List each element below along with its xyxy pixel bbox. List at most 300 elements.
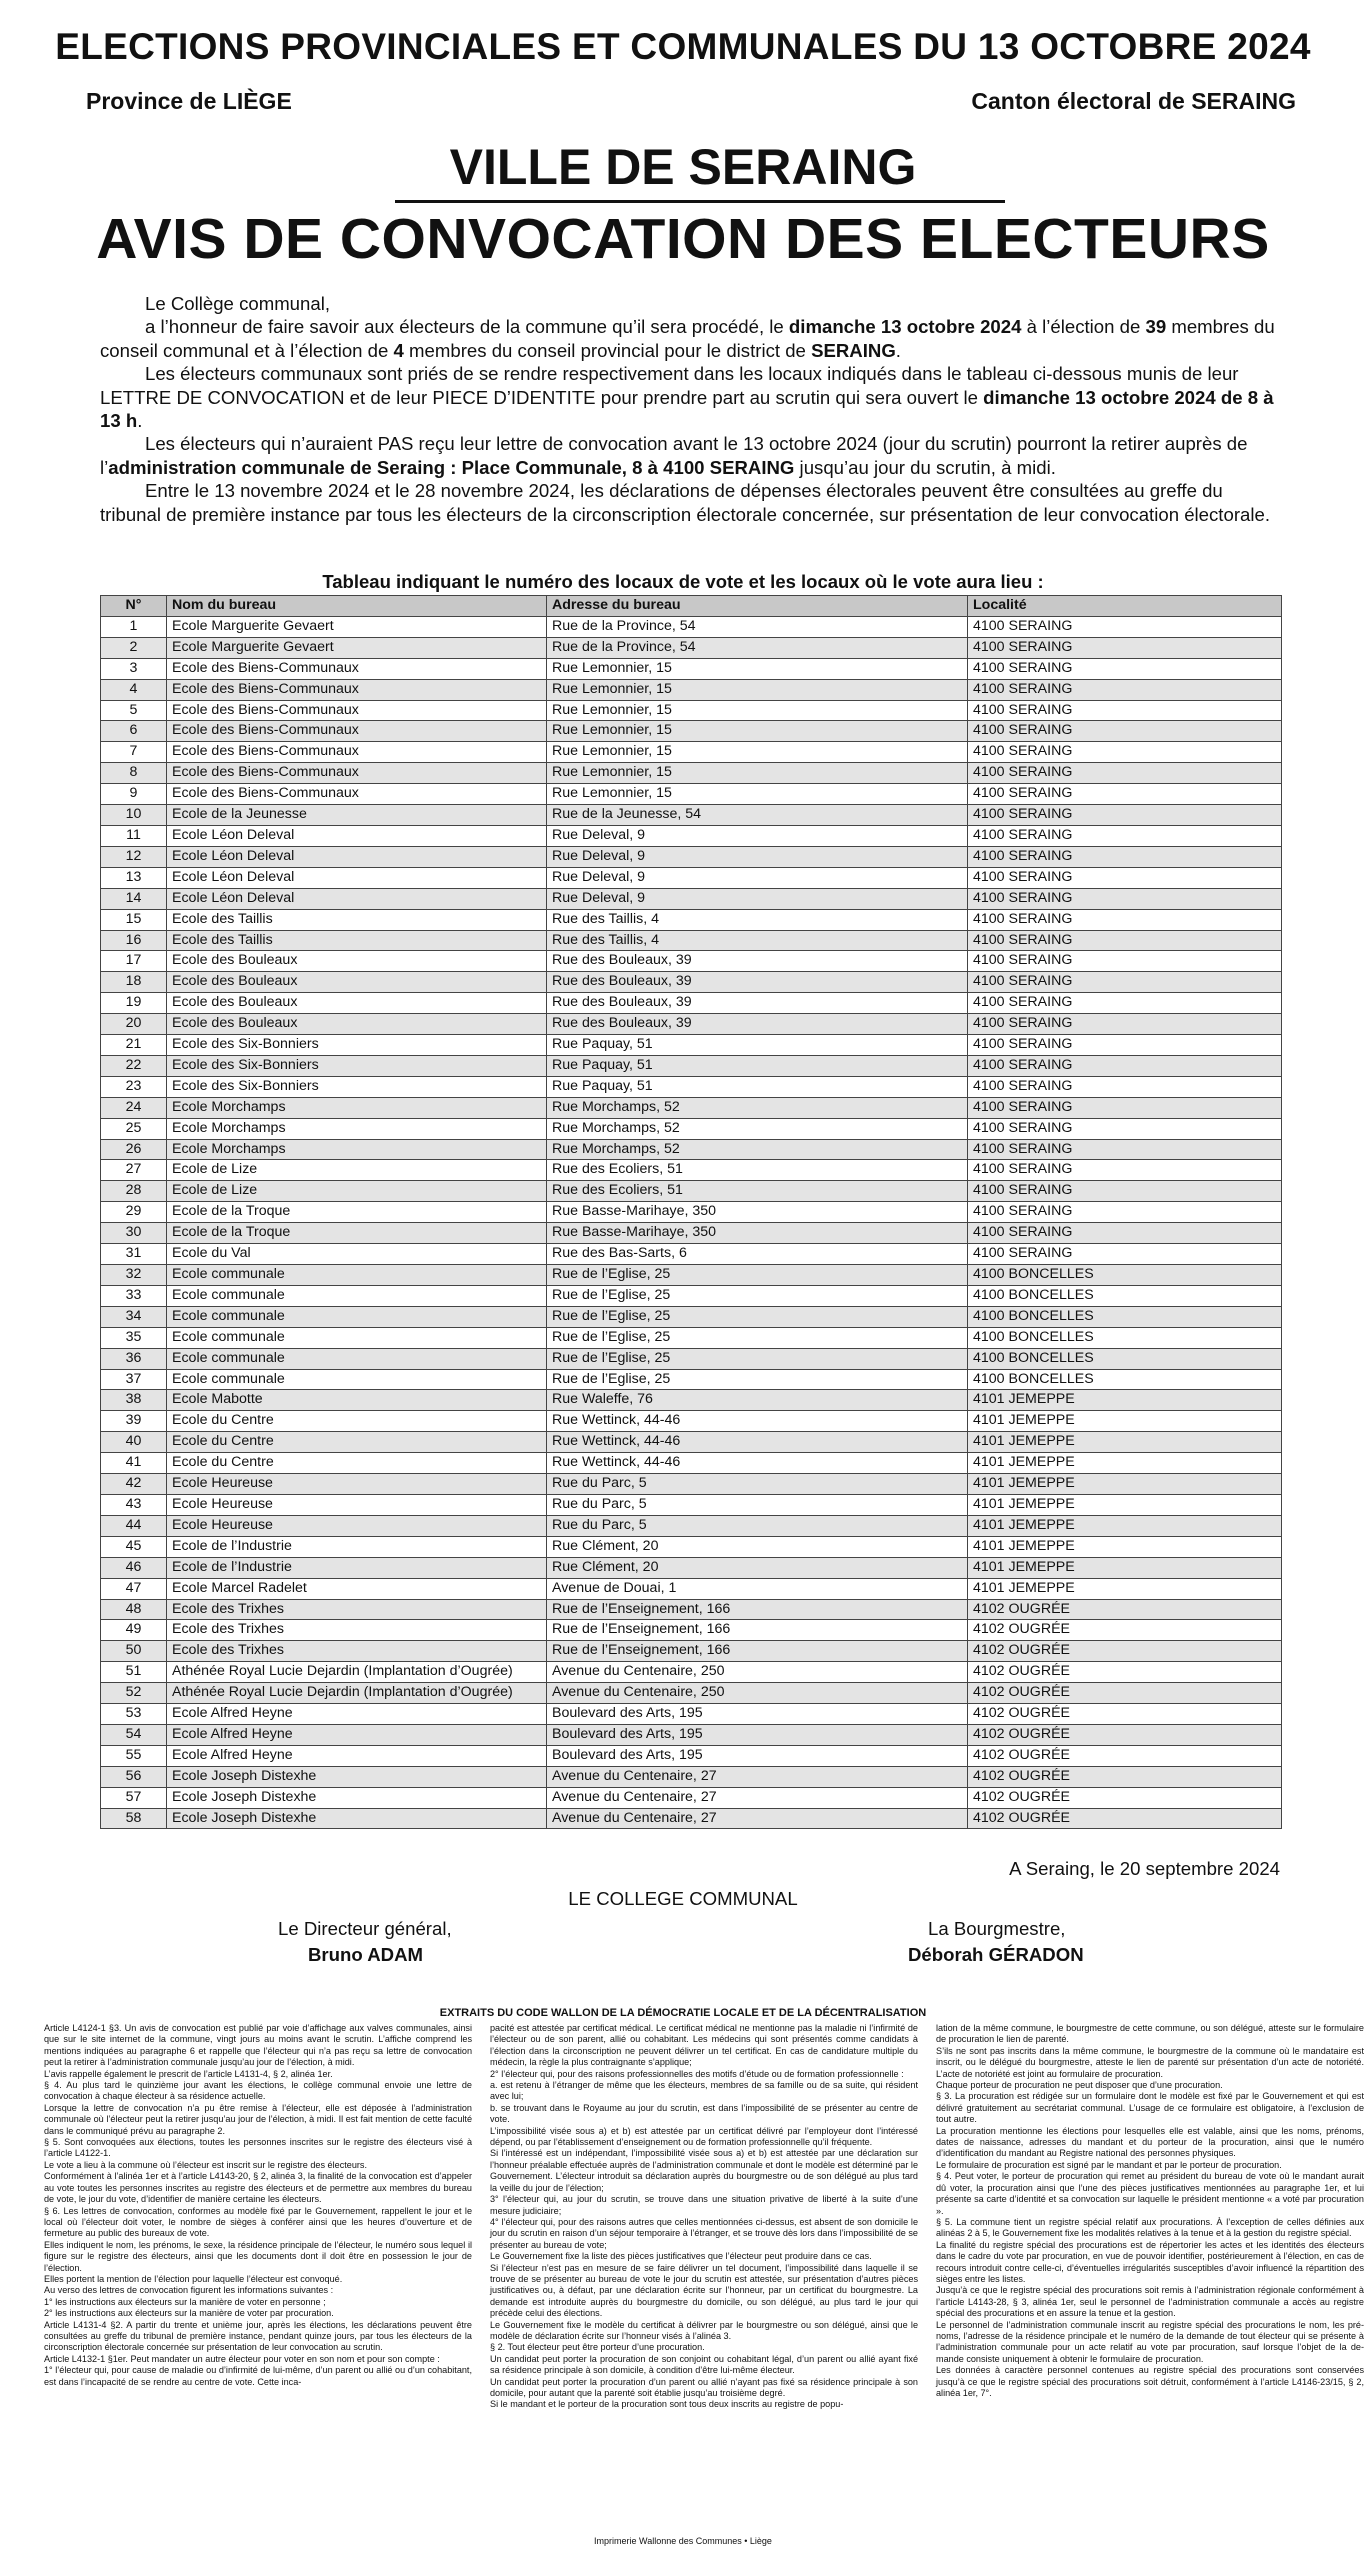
intro-salutation: Le Collège communal, bbox=[145, 293, 331, 314]
row-number: 6 bbox=[101, 721, 167, 742]
row-locality: 4100 SERAING bbox=[968, 742, 1282, 763]
row-number: 22 bbox=[101, 1055, 167, 1076]
table-row bbox=[101, 616, 1282, 637]
row-locality: 4101 JEMEPPE bbox=[968, 1453, 1282, 1474]
row-office-name: Ecole des Six-Bonniers bbox=[167, 1076, 547, 1097]
row-number: 4 bbox=[101, 679, 167, 700]
table-row bbox=[101, 742, 1282, 763]
table-row bbox=[101, 1097, 1282, 1118]
extract-paragraph: Chaque porteur de procuration ne peut disposer que d’une procuration. bbox=[936, 2080, 1223, 2091]
row-number: 17 bbox=[101, 951, 167, 972]
row-address: Rue des Bouleaux, 39 bbox=[547, 951, 968, 972]
table-row bbox=[101, 658, 1282, 679]
extract-paragraph: Article L4131-4 §2. A partir du trente et unième jour, après les élections, les déclarations peuvent être consultées au greffe du tribunal de première instance, pendant quinze jours, par tous les électeurs de la circonscription électorale concernée sur présentation de leur convocation au scrutin. bbox=[44, 2319, 472, 2353]
row-address: Rue de l’Enseignement, 166 bbox=[547, 1641, 968, 1662]
row-office-name: Ecole Léon Deleval bbox=[167, 867, 547, 888]
row-number: 52 bbox=[101, 1683, 167, 1704]
table-row bbox=[101, 1118, 1282, 1139]
table-row bbox=[101, 1223, 1282, 1244]
row-locality: 4101 JEMEPPE bbox=[968, 1432, 1282, 1453]
table-row bbox=[101, 1662, 1282, 1683]
row-locality: 4100 BONCELLES bbox=[968, 1285, 1282, 1306]
row-office-name: Ecole communale bbox=[167, 1306, 547, 1327]
row-number: 33 bbox=[101, 1285, 167, 1306]
table-row bbox=[101, 1641, 1282, 1662]
table-row bbox=[101, 1515, 1282, 1536]
row-office-name: Ecole Léon Deleval bbox=[167, 888, 547, 909]
row-number: 40 bbox=[101, 1432, 167, 1453]
row-locality: 4100 SERAING bbox=[968, 658, 1282, 679]
election-title: ELECTIONS PROVINCIALES ET COMMUNALES DU 13 OCTOBRE 2024 bbox=[55, 26, 1311, 67]
row-office-name: Ecole du Centre bbox=[167, 1411, 547, 1432]
row-office-name: Ecole Heureuse bbox=[167, 1494, 547, 1515]
row-locality: 4101 JEMEPPE bbox=[968, 1536, 1282, 1557]
row-office-name: Ecole Joseph Distexhe bbox=[167, 1766, 547, 1787]
row-number: 47 bbox=[101, 1578, 167, 1599]
table-row bbox=[101, 1599, 1282, 1620]
table-row bbox=[101, 1766, 1282, 1787]
intro-paragraph-2: Les électeurs communaux sont priés de se rendre respectivement dans les locaux indiqués dans le tableau ci-dessous munis de leur LETTRE DE CONVOCATION et de leur PIECE D’IDENTITE pour prendre part au scrutin qui sera ouvert le dimanche 13 octobre 2024 de 8 à 13 h. bbox=[100, 363, 1274, 432]
row-office-name: Ecole de la Jeunesse bbox=[167, 805, 547, 826]
extract-paragraph: Si l’intéressé est un indépendant, l’impossibilité visée sous a) et b) est attestée par une déclaration sur l’honneur préalable effectuée auprès de l’administration communale et dont le modèle est déterminé par le Gouvernement. L’électeur introduit sa déclaration auprès du bourgmestre ou de son délégué au plus tard la veille du jour de l’élection; bbox=[490, 2148, 919, 2193]
row-office-name: Ecole des Biens-Communaux bbox=[167, 742, 547, 763]
row-office-name: Ecole du Val bbox=[167, 1244, 547, 1265]
row-number: 44 bbox=[101, 1515, 167, 1536]
row-number: 38 bbox=[101, 1390, 167, 1411]
row-address: Rue Clément, 20 bbox=[547, 1557, 968, 1578]
row-office-name: Ecole Marguerite Gevaert bbox=[167, 616, 547, 637]
row-number: 18 bbox=[101, 972, 167, 993]
row-address: Rue de la Province, 54 bbox=[547, 637, 968, 658]
row-number: 57 bbox=[101, 1787, 167, 1808]
row-number: 41 bbox=[101, 1453, 167, 1474]
extract-paragraph: Le Gouvernement fixe la liste des pièces justificatives que l’électeur peut produire dans ce cas. bbox=[490, 2251, 872, 2262]
row-address: Avenue du Centenaire, 27 bbox=[547, 1787, 968, 1808]
row-locality: 4100 SERAING bbox=[968, 637, 1282, 658]
row-address: Rue Paquay, 51 bbox=[547, 1035, 968, 1056]
table-row bbox=[101, 951, 1282, 972]
table-row bbox=[101, 1578, 1282, 1599]
column-header-address: Adresse du bureau bbox=[547, 596, 968, 617]
table-row bbox=[101, 1160, 1282, 1181]
row-number: 39 bbox=[101, 1411, 167, 1432]
row-address: Rue Clément, 20 bbox=[547, 1536, 968, 1557]
row-address: Rue des Taillis, 4 bbox=[547, 930, 968, 951]
row-locality: 4100 BONCELLES bbox=[968, 1327, 1282, 1348]
row-number: 16 bbox=[101, 930, 167, 951]
row-number: 8 bbox=[101, 763, 167, 784]
extract-paragraph: 1° les instructions aux électeurs sur la manière de voter en personne ; bbox=[44, 2296, 326, 2307]
row-number: 49 bbox=[101, 1620, 167, 1641]
table-row bbox=[101, 784, 1282, 805]
row-number: 21 bbox=[101, 1035, 167, 1056]
row-office-name: Ecole du Centre bbox=[167, 1432, 547, 1453]
row-locality: 4100 SERAING bbox=[968, 700, 1282, 721]
row-office-name: Ecole des Biens-Communaux bbox=[167, 784, 547, 805]
row-office-name: Athénée Royal Lucie Dejardin (Implantation d’Ougrée) bbox=[167, 1683, 547, 1704]
table-row bbox=[101, 1265, 1282, 1286]
row-address: Rue Lemonnier, 15 bbox=[547, 763, 968, 784]
intro-paragraph-1: a l’honneur de faire savoir aux électeurs de la commune qu’il sera procédé, le dimanche 13 octobre 2024 à l’élection de 39 membres du conseil communal et à l’élection de 4 membres du conseil provincial pour le district de SERAING. bbox=[100, 316, 1275, 361]
table-row bbox=[101, 1808, 1282, 1829]
row-address: Rue de l’Eglise, 25 bbox=[547, 1348, 968, 1369]
row-address: Rue des Ecoliers, 51 bbox=[547, 1160, 968, 1181]
column-header-number: N° bbox=[101, 596, 167, 617]
row-locality: 4100 SERAING bbox=[968, 1223, 1282, 1244]
canton-label: Canton électoral de SERAING bbox=[971, 88, 1296, 114]
row-office-name: Ecole des Biens-Communaux bbox=[167, 763, 547, 784]
row-locality: 4100 SERAING bbox=[968, 1244, 1282, 1265]
row-address: Rue Paquay, 51 bbox=[547, 1076, 968, 1097]
extract-paragraph: § 3. La procuration est rédigée sur un formulaire dont le modèle est fixé par le Gouvernement et qui est délivré gratuitement au secrétariat communal. L’usage de ce formulaire est obligatoire, à l’exclusion de tout autre. bbox=[936, 2091, 1364, 2125]
row-address: Rue des Taillis, 4 bbox=[547, 909, 968, 930]
row-locality: 4100 SERAING bbox=[968, 1139, 1282, 1160]
row-address: Rue Deleval, 9 bbox=[547, 825, 968, 846]
row-number: 29 bbox=[101, 1202, 167, 1223]
table-row bbox=[101, 1035, 1282, 1056]
mayor-title: La Bourgmestre, bbox=[928, 1918, 1066, 1939]
row-office-name: Ecole Morchamps bbox=[167, 1139, 547, 1160]
extract-paragraph: a. est retenu à l’étranger de même que les électeurs, membres de sa famille ou de sa suite, qui résident avec lui; bbox=[490, 2080, 918, 2102]
row-locality: 4101 JEMEPPE bbox=[968, 1557, 1282, 1578]
row-locality: 4100 SERAING bbox=[968, 1118, 1282, 1139]
row-address: Avenue du Centenaire, 27 bbox=[547, 1766, 968, 1787]
table-row bbox=[101, 1327, 1282, 1348]
table-row bbox=[101, 930, 1282, 951]
table-row bbox=[101, 1474, 1282, 1495]
row-locality: 4100 SERAING bbox=[968, 1035, 1282, 1056]
row-locality: 4102 OUGRÉE bbox=[968, 1787, 1282, 1808]
row-locality: 4100 SERAING bbox=[968, 846, 1282, 867]
row-number: 48 bbox=[101, 1599, 167, 1620]
table-row bbox=[101, 1536, 1282, 1557]
row-locality: 4102 OUGRÉE bbox=[968, 1662, 1282, 1683]
row-office-name: Ecole des Six-Bonniers bbox=[167, 1055, 547, 1076]
row-locality: 4100 SERAING bbox=[968, 993, 1282, 1014]
row-office-name: Ecole Morchamps bbox=[167, 1097, 547, 1118]
row-locality: 4102 OUGRÉE bbox=[968, 1745, 1282, 1766]
row-address: Rue Basse-Marihaye, 350 bbox=[547, 1223, 968, 1244]
table-row bbox=[101, 763, 1282, 784]
row-office-name: Ecole Heureuse bbox=[167, 1515, 547, 1536]
row-office-name: Ecole communale bbox=[167, 1327, 547, 1348]
row-locality: 4100 SERAING bbox=[968, 930, 1282, 951]
row-office-name: Ecole communale bbox=[167, 1265, 547, 1286]
row-locality: 4100 SERAING bbox=[968, 1076, 1282, 1097]
row-locality: 4101 JEMEPPE bbox=[968, 1411, 1282, 1432]
extract-paragraph: Conformément à l’alinéa 1er et à l’article L4143-20, § 2, alinéa 3, la finalité de la convocation est d’appeler au vote toutes les personnes inscrites au registre des électeurs et de permettre aux membres du bureau de vote, le jour du vote, d’identifier de manière certaine les électeurs. bbox=[44, 2171, 472, 2205]
row-office-name: Ecole Marguerite Gevaert bbox=[167, 637, 547, 658]
extract-paragraph: § 5. Sont convoquées aux élections, toutes les personnes inscrites sur le registre des électeurs visé à l’article L4122-1. bbox=[44, 2137, 472, 2159]
table-row bbox=[101, 993, 1282, 1014]
row-address: Rue des Bouleaux, 39 bbox=[547, 1014, 968, 1035]
college-label: LE COLLEGE COMMUNAL bbox=[568, 1888, 798, 1909]
row-office-name: Ecole communale bbox=[167, 1369, 547, 1390]
row-locality: 4102 OUGRÉE bbox=[968, 1704, 1282, 1725]
table-row bbox=[101, 846, 1282, 867]
row-number: 2 bbox=[101, 637, 167, 658]
row-locality: 4102 OUGRÉE bbox=[968, 1599, 1282, 1620]
row-locality: 4100 SERAING bbox=[968, 1160, 1282, 1181]
row-locality: 4100 BONCELLES bbox=[968, 1369, 1282, 1390]
table-row bbox=[101, 679, 1282, 700]
extracts-column-3 bbox=[936, 2023, 1364, 2399]
row-number: 32 bbox=[101, 1265, 167, 1286]
extract-paragraph: La procuration mentionne les élections pour lesquelles elle est valable, ainsi que les noms, prénoms, dates de naissance, adresses du mandant et du porteur de la procuration, ainsi que le numéro d’identification du mandant au Registre national des personnes physiques. bbox=[936, 2125, 1364, 2159]
table-row bbox=[101, 888, 1282, 909]
row-locality: 4100 SERAING bbox=[968, 679, 1282, 700]
extract-paragraph: Le Gouvernement fixe le modèle du certificat à délivrer par le bourgmestre ou son délégué, ainsi que le modèle de déclaration écrite sur l’honneur visés à l’alinéa 3. bbox=[490, 2319, 918, 2341]
row-locality: 4102 OUGRÉE bbox=[968, 1620, 1282, 1641]
row-number: 30 bbox=[101, 1223, 167, 1244]
row-number: 27 bbox=[101, 1160, 167, 1181]
row-address: Rue Morchamps, 52 bbox=[547, 1097, 968, 1118]
row-locality: 4102 OUGRÉE bbox=[968, 1724, 1282, 1745]
table-caption: Tableau indiquant le numéro des locaux de vote et les locaux où le vote aura lieu : bbox=[322, 571, 1044, 592]
row-locality: 4101 JEMEPPE bbox=[968, 1578, 1282, 1599]
row-address: Rue de l’Enseignement, 166 bbox=[547, 1599, 968, 1620]
table-row bbox=[101, 637, 1282, 658]
row-office-name: Ecole des Trixhes bbox=[167, 1641, 547, 1662]
extract-paragraph: Elles indiquent le nom, les prénoms, le sexe, la résidence principale de l’électeur, le numéro sous lequel il figure sur le registre des électeurs, ainsi que les documents dont il doit être en possession le jour de l’élection. bbox=[44, 2239, 472, 2273]
row-locality: 4101 JEMEPPE bbox=[968, 1494, 1282, 1515]
row-office-name: Ecole Alfred Heyne bbox=[167, 1704, 547, 1725]
row-office-name: Ecole de l’Industrie bbox=[167, 1557, 547, 1578]
row-office-name: Ecole du Centre bbox=[167, 1453, 547, 1474]
printer-footer: Imprimerie Wallonne des Communes • Liège bbox=[594, 2536, 772, 2546]
row-address: Rue de l’Eglise, 25 bbox=[547, 1327, 968, 1348]
row-address: Avenue de Douai, 1 bbox=[547, 1578, 968, 1599]
row-number: 23 bbox=[101, 1076, 167, 1097]
row-address: Boulevard des Arts, 195 bbox=[547, 1724, 968, 1745]
extract-paragraph: § 2. Tout électeur peut être porteur d’une procuration. bbox=[490, 2342, 705, 2353]
row-locality: 4100 SERAING bbox=[968, 1181, 1282, 1202]
table-row bbox=[101, 700, 1282, 721]
extract-paragraph: 1° l’électeur qui, pour cause de maladie ou d’infirmité de lui-même, d’un parent ou allié ou d’un cohabitant, est dans l’incapacité de se rendre au centre de vote. Cette inca- bbox=[44, 2365, 472, 2387]
table-row bbox=[101, 1348, 1282, 1369]
extract-paragraph: Jusqu’à ce que le registre spécial des procurations soit remis à l’administration régionale conformément à l’article L4143-28, § 3, alinéa 1er, seul le personnel de l’administration communale a accès au registre spécial des procurations et en assure la tenue et la gestion. bbox=[936, 2285, 1364, 2319]
row-address: Boulevard des Arts, 195 bbox=[547, 1745, 968, 1766]
extract-paragraph: 3° l’électeur qui, au jour du scrutin, se trouve dans une situation privative de liberté à la suite d’une mesure judiciaire; bbox=[490, 2194, 918, 2216]
column-header-name: Nom du bureau bbox=[167, 596, 547, 617]
extract-paragraph: Au verso des lettres de convocation figurent les informations suivantes : bbox=[44, 2285, 334, 2296]
row-office-name: Ecole des Bouleaux bbox=[167, 972, 547, 993]
row-office-name: Ecole Alfred Heyne bbox=[167, 1724, 547, 1745]
row-locality: 4100 SERAING bbox=[968, 825, 1282, 846]
row-locality: 4101 JEMEPPE bbox=[968, 1515, 1282, 1536]
extract-paragraph: Le vote a lieu à la commune où l’électeur est inscrit sur le registre des électeurs. bbox=[44, 2159, 367, 2170]
row-office-name: Ecole des Biens-Communaux bbox=[167, 658, 547, 679]
row-office-name: Ecole Morchamps bbox=[167, 1118, 547, 1139]
row-number: 54 bbox=[101, 1724, 167, 1745]
row-address: Rue des Bouleaux, 39 bbox=[547, 972, 968, 993]
row-office-name: Ecole des Bouleaux bbox=[167, 951, 547, 972]
row-number: 37 bbox=[101, 1369, 167, 1390]
row-locality: 4100 SERAING bbox=[968, 784, 1282, 805]
row-number: 1 bbox=[101, 616, 167, 637]
row-office-name: Ecole de l’Industrie bbox=[167, 1536, 547, 1557]
row-address: Rue Lemonnier, 15 bbox=[547, 721, 968, 742]
row-number: 50 bbox=[101, 1641, 167, 1662]
table-row bbox=[101, 1014, 1282, 1035]
row-number: 43 bbox=[101, 1494, 167, 1515]
table-row bbox=[101, 1306, 1282, 1327]
extract-paragraph: L’impossibilité visée sous a) et b) est attestée par un certificat délivré par l’employeur dont l’intéressé dépend, ou par l’établissement d’enseignement ou de formation professionnelle qu’il fréquente. bbox=[490, 2125, 918, 2148]
row-locality: 4102 OUGRÉE bbox=[968, 1808, 1282, 1829]
extract-paragraph: Lorsque la lettre de convocation n’a pu être remise à l’électeur, elle est déposée à l’administration communale où l’électeur peut la retirer jusqu’au jour de l’élection, à midi. Il est fait mention de cette faculté dans le communiqué prévu au paragraphe 2. bbox=[44, 2102, 472, 2136]
row-locality: 4102 OUGRÉE bbox=[968, 1641, 1282, 1662]
row-number: 19 bbox=[101, 993, 167, 1014]
row-address: Avenue du Centenaire, 27 bbox=[547, 1808, 968, 1829]
row-number: 25 bbox=[101, 1118, 167, 1139]
row-office-name: Ecole des Bouleaux bbox=[167, 1014, 547, 1035]
column-header-locality: Localité bbox=[968, 596, 1282, 617]
table-row bbox=[101, 909, 1282, 930]
row-locality: 4101 JEMEPPE bbox=[968, 1390, 1282, 1411]
row-office-name: Ecole Joseph Distexhe bbox=[167, 1787, 547, 1808]
table-row bbox=[101, 825, 1282, 846]
extract-paragraph: pacité est attestée par certificat médical. Le certificat médical ne mentionne pas la maladie ni l’infirmité de l’électeur ou de son parent, allié ou cohabitant. Les médecins qui sont présentés comme candidats à l’élection dans la circonscription ne peuvent délivrer un tel certificat. En cas de candidature multiple du médecin, la règle la plus contraignante s’applique; bbox=[490, 2023, 918, 2068]
table-row bbox=[101, 1076, 1282, 1097]
row-address: Rue Deleval, 9 bbox=[547, 846, 968, 867]
row-office-name: Ecole des Trixhes bbox=[167, 1620, 547, 1641]
row-locality: 4100 SERAING bbox=[968, 909, 1282, 930]
title-divider bbox=[395, 200, 1005, 203]
table-row bbox=[101, 1432, 1282, 1453]
extract-paragraph: La finalité du registre spécial des procurations est de répertorier les actes et les identités des électeurs dans le cadre du vote par procuration, en vue de pouvoir identifier, postérieurement à l’élection, en cas de recours introduit contre celle-ci, d’éventuelles irrégularités susceptibles d’avoir influencé la répartition des sièges entre les listes. bbox=[936, 2239, 1364, 2284]
extract-paragraph: Un candidat peut porter la procuration de son conjoint ou cohabitant légal, d’un parent ou allié ayant fixé sa résidence principale à son domicile, à condition d’être lui-même électeur. bbox=[490, 2353, 918, 2376]
row-locality: 4100 SERAING bbox=[968, 951, 1282, 972]
extracts-title: EXTRAITS DU CODE WALLON DE LA DÉMOCRATIE LOCALE ET DE LA DÉCENTRALISATION bbox=[439, 2007, 927, 2019]
table-row bbox=[101, 1202, 1282, 1223]
row-address: Rue Lemonnier, 15 bbox=[547, 658, 968, 679]
row-address: Rue Morchamps, 52 bbox=[547, 1139, 968, 1160]
row-locality: 4100 SERAING bbox=[968, 867, 1282, 888]
row-office-name: Ecole des Biens-Communaux bbox=[167, 721, 547, 742]
table-header-row bbox=[101, 596, 1282, 617]
row-number: 55 bbox=[101, 1745, 167, 1766]
row-address: Rue Lemonnier, 15 bbox=[547, 784, 968, 805]
row-office-name: Ecole communale bbox=[167, 1348, 547, 1369]
extract-paragraph: 2° l’électeur qui, pour des raisons professionnelles des motifs d’étude ou de formation professionnelle : bbox=[490, 2068, 904, 2079]
row-address: Rue de la Jeunesse, 54 bbox=[547, 805, 968, 826]
row-locality: 4101 JEMEPPE bbox=[968, 1474, 1282, 1495]
row-address: Rue des Bas-Sarts, 6 bbox=[547, 1244, 968, 1265]
table-row bbox=[101, 1055, 1282, 1076]
row-office-name: Ecole des Biens-Communaux bbox=[167, 700, 547, 721]
row-office-name: Ecole de la Troque bbox=[167, 1202, 547, 1223]
row-office-name: Ecole des Trixhes bbox=[167, 1599, 547, 1620]
row-office-name: Ecole des Bouleaux bbox=[167, 993, 547, 1014]
mayor-name: Déborah GÉRADON bbox=[908, 1944, 1084, 1965]
table-row bbox=[101, 1285, 1282, 1306]
extract-paragraph: S’ils ne sont pas inscrits dans la même commune, le bourgmestre de la commune où le mandataire est inscrit, ou le délégué du bourgmestre, atteste le lien de parenté sur présentation d’un acte de notoriété. L’acte de notoriété est joint au formulaire de procuration. bbox=[936, 2045, 1364, 2079]
extract-paragraph: 4° l’électeur qui, pour des raisons autres que celles mentionnées ci-dessus, est absent de son domicile le jour du scrutin en raison d’un séjour temporaire à l’étranger, et se trouve dès lors dans l’impossibilité de se présenter au bureau de vote; bbox=[490, 2216, 918, 2250]
row-office-name: Ecole Léon Deleval bbox=[167, 846, 547, 867]
intro-text bbox=[100, 292, 1280, 526]
row-locality: 4100 SERAING bbox=[968, 888, 1282, 909]
row-locality: 4100 SERAING bbox=[968, 616, 1282, 637]
table-row bbox=[101, 1139, 1282, 1160]
table-row bbox=[101, 1369, 1282, 1390]
row-number: 15 bbox=[101, 909, 167, 930]
table-row bbox=[101, 1411, 1282, 1432]
table-row bbox=[101, 1453, 1282, 1474]
extract-paragraph: Article L4132-1 §1er. Peut mandater un autre électeur pour voter en son nom et pour son compte : bbox=[44, 2353, 440, 2364]
extract-paragraph: Un candidat peut porter la procuration d’un parent ou allié n’ayant pas fixé sa résidence principale à son domicile, pour autant que la parenté soit établie jusqu’au troisième degré. bbox=[490, 2376, 918, 2398]
row-address: Rue Lemonnier, 15 bbox=[547, 700, 968, 721]
row-address: Rue Lemonnier, 15 bbox=[547, 679, 968, 700]
extracts-column-2 bbox=[490, 2023, 918, 2411]
row-number: 53 bbox=[101, 1704, 167, 1725]
row-number: 11 bbox=[101, 825, 167, 846]
row-address: Rue de l’Eglise, 25 bbox=[547, 1285, 968, 1306]
row-locality: 4100 SERAING bbox=[968, 805, 1282, 826]
extract-paragraph: Si le mandant et le porteur de la procuration sont tous deux inscrits au registre de popu- bbox=[490, 2399, 844, 2410]
row-address: Boulevard des Arts, 195 bbox=[547, 1704, 968, 1725]
table-row bbox=[101, 1745, 1282, 1766]
row-locality: 4100 SERAING bbox=[968, 763, 1282, 784]
row-locality: 4100 SERAING bbox=[968, 1014, 1282, 1035]
table-row bbox=[101, 721, 1282, 742]
row-locality: 4100 SERAING bbox=[968, 721, 1282, 742]
extract-paragraph: Article L4124-1 §3. Un avis de convocation est publié par voie d’affichage aux valves communales, ainsi que sur le site internet de la commune, vingt jours au moins avant le scrutin. L’affiche comprend les mentions indiquées au paragraphe 6 et rappelle que l’électeur qui n’a pas reçu sa lettre de convocation peut la retirer à l’administration communale jusqu’au jour de l’élection, à midi. bbox=[44, 2023, 472, 2068]
row-office-name: Ecole de Lize bbox=[167, 1181, 547, 1202]
row-address: Rue Wettinck, 44-46 bbox=[547, 1453, 968, 1474]
row-number: 9 bbox=[101, 784, 167, 805]
intro-paragraph-3: Les électeurs qui n’auraient PAS reçu leur lettre de convocation avant le 13 octobre 2024 (jour du scrutin) pourront la retirer auprès de l’administration communale de Seraing : Place Communale, 8 à 4100 SERAING jusqu’au jour du scrutin, à midi. bbox=[100, 433, 1248, 478]
row-office-name: Ecole Léon Deleval bbox=[167, 825, 547, 846]
table-row bbox=[101, 1683, 1282, 1704]
row-locality: 4102 OUGRÉE bbox=[968, 1683, 1282, 1704]
row-address: Avenue du Centenaire, 250 bbox=[547, 1683, 968, 1704]
row-number: 34 bbox=[101, 1306, 167, 1327]
row-office-name: Ecole des Six-Bonniers bbox=[167, 1035, 547, 1056]
extract-paragraph: Les données à caractère personnel contenues au registre spécial des procurations sont conservées jusqu’à ce que le registre spécial des procurations soit détruit, conformément à l’article L4146-23/15, § 2, alinéa 1er, 7°. bbox=[936, 2365, 1364, 2398]
extract-paragraph: § 4. Au plus tard le quinzième jour avant les élections, le collège communal envoie une lettre de convocation à chaque électeur à sa résidence actuelle. bbox=[44, 2080, 472, 2102]
city-title: VILLE DE SERAING bbox=[449, 139, 917, 195]
row-address: Rue Basse-Marihaye, 350 bbox=[547, 1202, 968, 1223]
row-number: 42 bbox=[101, 1474, 167, 1495]
province-label: Province de LIÈGE bbox=[86, 88, 292, 114]
director-title: Le Directeur général, bbox=[278, 1918, 452, 1939]
row-office-name: Ecole des Taillis bbox=[167, 930, 547, 951]
row-locality: 4102 OUGRÉE bbox=[968, 1766, 1282, 1787]
row-office-name: Ecole Joseph Distexhe bbox=[167, 1808, 547, 1829]
row-address: Rue Waleffe, 76 bbox=[547, 1390, 968, 1411]
row-number: 5 bbox=[101, 700, 167, 721]
row-address: Rue Deleval, 9 bbox=[547, 888, 968, 909]
table-row bbox=[101, 1620, 1282, 1641]
row-office-name: Ecole de la Troque bbox=[167, 1223, 547, 1244]
row-address: Rue du Parc, 5 bbox=[547, 1474, 968, 1495]
extract-paragraph: L’avis rappelle également le prescrit de l’article L4131-4, § 2, alinéa 1er. bbox=[44, 2068, 333, 2079]
extract-paragraph: b. se trouvant dans le Royaume au jour du scrutin, est dans l’impossibilité de se présenter au centre de vote. bbox=[490, 2102, 918, 2125]
row-number: 58 bbox=[101, 1808, 167, 1829]
row-locality: 4100 SERAING bbox=[968, 972, 1282, 993]
row-number: 14 bbox=[101, 888, 167, 909]
table-row bbox=[101, 805, 1282, 826]
row-number: 28 bbox=[101, 1181, 167, 1202]
extract-paragraph: Le personnel de l’administration communale inscrit au registre spécial des procurations le nom, les pré- noms, l’adresse de la résidence principale et le numéro de la demande de tout électeur qui se présente à l’administration communale pour un acte relatif au vote par procuration, sauf lorsque l’objet de la de- mande consiste uniquement à obtenir le formulaire de procuration. bbox=[936, 2319, 1364, 2364]
row-number: 7 bbox=[101, 742, 167, 763]
row-number: 20 bbox=[101, 1014, 167, 1035]
row-number: 56 bbox=[101, 1766, 167, 1787]
table-row bbox=[101, 1557, 1282, 1578]
row-locality: 4100 BONCELLES bbox=[968, 1306, 1282, 1327]
row-office-name: Ecole des Taillis bbox=[167, 909, 547, 930]
table-row bbox=[101, 1787, 1282, 1808]
